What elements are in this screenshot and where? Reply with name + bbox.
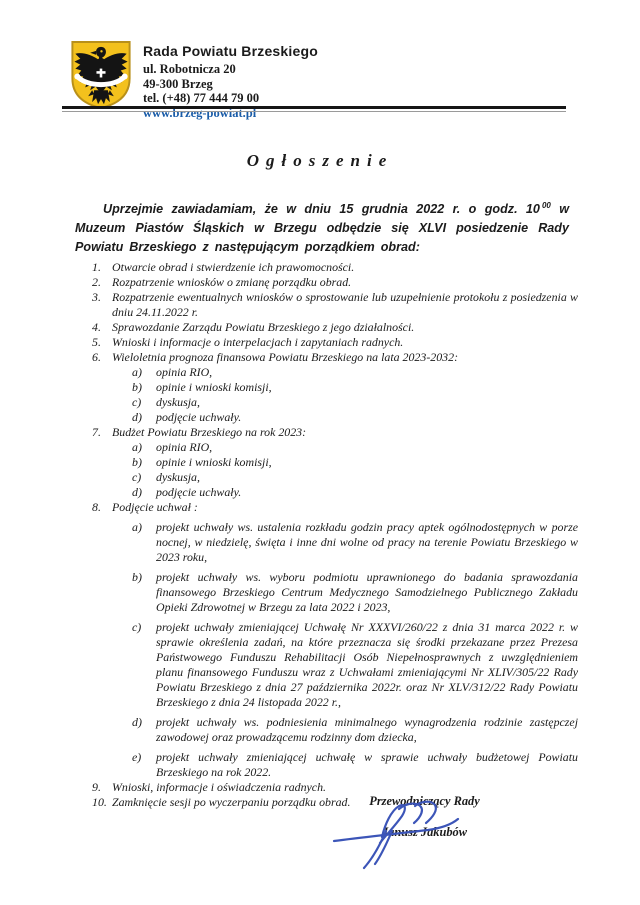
item-text: Zamknięcie sesji po wyczerpaniu porządku obrad. [112, 795, 351, 809]
agenda-item-6 [92, 350, 578, 365]
agenda-list [92, 260, 578, 810]
letterhead-divider [62, 106, 566, 112]
item-text: Podjęcie uchwał : [112, 500, 198, 514]
subitem-text: projekt uchwały ws. podniesienia minimalnego wynagrodzenia rodzinie zastępczej zawodowej oraz prowadzącemu rodzinny dom dziecka, [156, 715, 578, 744]
intro-text-after: w Muzeum Piastów Śląskich w Brzegu odbędzie się XLVI posiedzenie Rady Powiatu Brzeskiego z następującym porządkiem obrad: [75, 202, 569, 255]
subitem-letter: a) [132, 440, 142, 454]
item-number: 6. [92, 350, 101, 364]
phone-number: tel. (+48) 77 444 79 00 [143, 91, 260, 106]
signer-name: Janusz Jakubów [381, 825, 468, 839]
organization-name: Rada Powiatu Brzeskiego [143, 43, 318, 59]
subitem-text: projekt uchwały zmieniającej uchwałę w sprawie uchwały budżetowej Powiatu Brzeskiego na rok 2022. [156, 750, 578, 779]
subitem-text: opinia RIO, [156, 365, 213, 379]
address-city: 49-300 Brzeg [143, 76, 213, 91]
item-text: Otwarcie obrad i stwierdzenie ich prawomocności. [112, 260, 355, 274]
signer-role: Przewodniczący Rady [369, 794, 480, 808]
agenda-item-7d [132, 485, 578, 500]
subitem-text: projekt uchwały ws. wyboru podmiotu uprawnionego do badania sprawozdania finansowego Brzeskiego Centrum Medycznego Samodzielnego Publicznego Zakładu Opieki Zdrowotnej w Brzegu za lata 2022 i 2023, [156, 570, 578, 614]
website-link: www.brzeg-powiat.pl [143, 105, 257, 120]
item-text: Wnioski i informacje o interpelacjach i zapytaniach radnych. [112, 335, 404, 349]
item-number: 10. [92, 795, 107, 809]
agenda-item-5 [92, 335, 578, 350]
subitem-text: dyskusja, [156, 470, 200, 484]
subitem-text: podjęcie uchwały. [156, 410, 242, 424]
item-text: Sprawozdanie Zarządu Powiatu Brzeskiego z jego działalności. [112, 320, 415, 334]
item-number: 9. [92, 780, 101, 794]
county-coat-of-arms-icon [68, 39, 134, 110]
subitem-letter: e) [132, 750, 142, 764]
subitem-text: projekt uchwały ws. ustalenia rozkładu godzin pracy aptek ogólnodostępnych w porze nocnej, w niedzielę, święta i inne dni wolne od pracy na terenie Powiatu Brzeskiego w 2023 roku, [156, 520, 578, 564]
subitem-letter: a) [132, 365, 142, 379]
subitem-letter: b) [132, 570, 142, 584]
subitem-letter: b) [132, 455, 142, 469]
agenda-item-6c [132, 395, 578, 410]
address-street: ul. Robotnicza 20 [143, 62, 236, 76]
agenda-item-6b [132, 380, 578, 395]
item-number: 2. [92, 275, 101, 289]
agenda-item-8e [132, 750, 578, 780]
agenda-item-6a [132, 365, 578, 380]
subitem-letter: a) [132, 520, 142, 534]
agenda-item-3 [92, 290, 578, 320]
item-number: 8. [92, 500, 101, 514]
subitem-letter: d) [132, 410, 142, 424]
subitem-text: projekt uchwały zmieniającej Uchwałę Nr XXXVI/260/22 z dnia 31 marca 2022 r. w sprawie określenia zadań, na które przeznacza się środki przekazane przez Prezesa Państwowego Funduszu Rehabilitacji Osób Niepełnosprawnych z uwzględnieniem planu finansowego Funduszu wraz z Uchwałami zmieniającymi Nr XLIV/305/22 Rady Powiatu Brzeskiego z dnia 27 października 2022r. oraz Nr XLV/312/22 Rady Powiatu Brzeskiego z dnia 24 listopada 2022 r., [156, 620, 578, 709]
agenda-item-7b [132, 455, 578, 470]
subitem-letter: c) [132, 395, 142, 409]
subitem-letter: c) [132, 620, 142, 634]
item-text: Budżet Powiatu Brzeskiego na rok 2023: [112, 425, 307, 439]
subitem-letter: c) [132, 470, 142, 484]
agenda-item-4 [92, 320, 578, 335]
agenda-item-8b [132, 570, 578, 615]
item-text: Wieloletnia prognoza finansowa Powiatu Brzeskiego na lata 2023-2032: [112, 350, 459, 364]
item-text: Rozpatrzenie ewentualnych wniosków o sprostowanie lub uzupełnienie protokołu z posiedzenia w dniu 24.11.2022 r. [112, 290, 578, 319]
item-text: Rozpatrzenie wniosków o zmianę porządku obrad. [112, 275, 352, 289]
subitem-letter: b) [132, 380, 142, 394]
subitem-text: opinie i wnioski komisji, [156, 380, 272, 394]
agenda-item-7 [92, 425, 578, 440]
agenda-item-7a [132, 440, 578, 455]
agenda-item-8a [132, 520, 578, 565]
agenda-item-8c [132, 620, 578, 710]
agenda-item-1 [92, 260, 578, 275]
intro-paragraph [75, 196, 569, 257]
agenda-item-6d [132, 410, 578, 425]
subitem-text: dyskusja, [156, 395, 200, 409]
document-title: Ogłoszenie [246, 151, 394, 170]
agenda-item-8d [132, 715, 578, 745]
agenda-item-7c [132, 470, 578, 485]
handwritten-signature-icon [330, 797, 482, 873]
item-number: 5. [92, 335, 101, 349]
item-number: 3. [92, 290, 101, 304]
subitem-text: opinie i wnioski komisji, [156, 455, 272, 469]
subitem-letter: d) [132, 715, 142, 729]
subitem-letter: d) [132, 485, 142, 499]
subitem-text: podjęcie uchwały. [156, 485, 242, 499]
agenda-item-2 [92, 275, 578, 290]
item-number: 7. [92, 425, 101, 439]
agenda-item-8 [92, 500, 578, 515]
intro-superscript-time: 00 [541, 201, 551, 210]
agenda-item-9 [92, 780, 578, 795]
subitem-text: opinia RIO, [156, 440, 213, 454]
item-number: 1. [92, 260, 101, 274]
item-text: Wnioski, informacje i oświadczenia radnych. [112, 780, 327, 794]
item-number: 4. [92, 320, 101, 334]
intro-text-before: Uprzejmie zawiadamiam, że w dniu 15 grudnia 2022 r. o godz. 10 [103, 202, 540, 217]
